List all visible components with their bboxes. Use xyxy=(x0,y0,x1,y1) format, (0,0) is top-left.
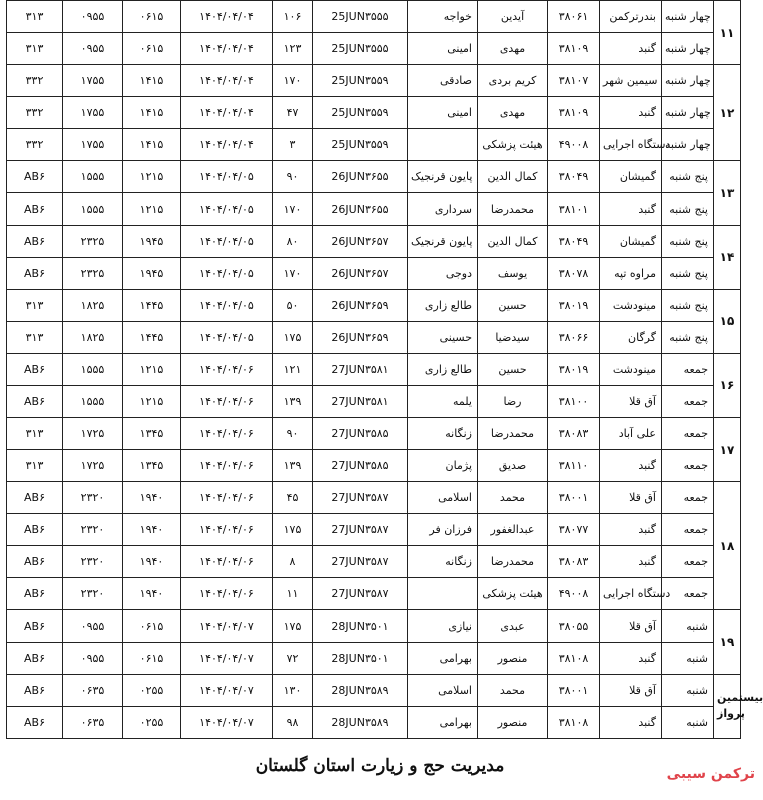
departure-time-cell: ۱۴۱۵ xyxy=(123,129,181,161)
city-cell: مراوه تپه xyxy=(600,257,662,289)
arrival-time-cell: ۱۸۲۵ xyxy=(63,321,123,353)
city-cell: گنبد xyxy=(600,193,662,225)
weekday-cell: جمعه xyxy=(662,353,714,385)
arrival-time-cell: ۲۳۲۰ xyxy=(63,482,123,514)
flight-number-cell: 27JUN۳۵۸۷ xyxy=(313,546,408,578)
departure-time-cell: ۱۹۴۰ xyxy=(123,514,181,546)
aircraft-cell: AB۶ xyxy=(7,578,63,610)
flight-schedule-table xyxy=(6,0,763,739)
flight-number-cell: 27JUN۳۵۸۷ xyxy=(313,514,408,546)
caravan-code-cell: ۴۹۰۰۸ xyxy=(548,129,600,161)
city-cell: گرگان xyxy=(600,321,662,353)
flight-number-cell: 27JUN۳۵۸۵ xyxy=(313,418,408,450)
first-name-cell: محمد xyxy=(478,674,548,706)
first-name-cell: محمدرضا xyxy=(478,418,548,450)
flight-number-cell: 26JUN۳۶۵۵ xyxy=(313,193,408,225)
departure-time-cell: ۱۳۴۵ xyxy=(123,450,181,482)
departure-time-cell: ۱۴۱۵ xyxy=(123,65,181,97)
departure-time-cell: ۰۶۱۵ xyxy=(123,610,181,642)
city-cell: مینودشت xyxy=(600,353,662,385)
count-cell: ۴۷ xyxy=(273,97,313,129)
table-body xyxy=(7,1,763,739)
weekday-cell: چهار شنبه xyxy=(662,65,714,97)
date-cell: ۱۴۰۴/۰۴/۰۷ xyxy=(181,642,273,674)
last-name-cell xyxy=(408,578,478,610)
date-cell: ۱۴۰۴/۰۴/۰۵ xyxy=(181,193,273,225)
last-name-cell: حسینی xyxy=(408,321,478,353)
date-cell: ۱۴۰۴/۰۴/۰۷ xyxy=(181,610,273,642)
arrival-time-cell: ۲۳۲۵ xyxy=(63,257,123,289)
first-name-cell: محمد xyxy=(478,482,548,514)
table-row xyxy=(7,289,741,321)
table-row xyxy=(7,225,741,257)
caravan-code-cell: ۳۸۱۰۱ xyxy=(548,193,600,225)
last-name-cell: پژمان xyxy=(408,450,478,482)
aircraft-cell: AB۶ xyxy=(7,546,63,578)
aircraft-cell: AB۶ xyxy=(7,642,63,674)
city-cell: آق قلا xyxy=(600,610,662,642)
aircraft-cell: AB۶ xyxy=(7,674,63,706)
flight-number-cell: 25JUN۳۵۵۹ xyxy=(313,65,408,97)
last-name-cell: فرزان فر xyxy=(408,514,478,546)
weekday-cell: پنج شنبه xyxy=(662,193,714,225)
city-cell: سیمین شهر xyxy=(600,65,662,97)
departure-time-cell: ۱۴۴۵ xyxy=(123,321,181,353)
arrival-time-cell: ۰۶۳۵ xyxy=(63,674,123,706)
last-name-cell: زنگانه xyxy=(408,418,478,450)
arrival-time-cell: ۰۹۵۵ xyxy=(63,642,123,674)
first-name-cell: حسین xyxy=(478,353,548,385)
flight-number-cell: 28JUN۳۵۰۱ xyxy=(313,642,408,674)
flight-number-cell: 28JUN۳۵۸۹ xyxy=(313,706,408,738)
flight-group-cell: ۱۷ xyxy=(714,418,741,482)
last-name-cell: یلمه xyxy=(408,385,478,417)
first-name-cell: محمدرضا xyxy=(478,193,548,225)
flight-number-cell: 25JUN۳۵۵۵ xyxy=(313,1,408,33)
first-name-cell: حسین xyxy=(478,289,548,321)
caravan-code-cell: ۳۸۱۰۹ xyxy=(548,33,600,65)
aircraft-cell: ۳۱۳ xyxy=(7,321,63,353)
departure-time-cell: ۱۲۱۵ xyxy=(123,385,181,417)
flight-number-cell: 25JUN۳۵۵۹ xyxy=(313,97,408,129)
table-row xyxy=(7,482,741,514)
date-cell: ۱۴۰۴/۰۴/۰۵ xyxy=(181,225,273,257)
arrival-time-cell: ۱۵۵۵ xyxy=(63,193,123,225)
arrival-time-cell: ۰۶۳۵ xyxy=(63,706,123,738)
count-cell: ۹۰ xyxy=(273,161,313,193)
caravan-code-cell: ۳۸۰۸۳ xyxy=(548,418,600,450)
date-cell: ۱۴۰۴/۰۴/۰۶ xyxy=(181,482,273,514)
aircraft-cell: AB۶ xyxy=(7,193,63,225)
date-cell: ۱۴۰۴/۰۴/۰۶ xyxy=(181,514,273,546)
caravan-code-cell: ۳۸۰۱۹ xyxy=(548,353,600,385)
count-cell: ۳ xyxy=(273,129,313,161)
first-name-cell: محمدرضا xyxy=(478,546,548,578)
caravan-code-cell: ۴۹۰۰۸ xyxy=(548,578,600,610)
arrival-time-cell: ۱۷۲۵ xyxy=(63,450,123,482)
flight-number-cell: 27JUN۳۵۸۷ xyxy=(313,578,408,610)
count-cell: ۱۷۵ xyxy=(273,321,313,353)
table-row xyxy=(7,33,741,65)
departure-time-cell: ۱۲۱۵ xyxy=(123,353,181,385)
flight-group-cell: ۱۵ xyxy=(714,289,741,353)
aircraft-cell: ۳۱۳ xyxy=(7,450,63,482)
count-cell: ۱۷۰ xyxy=(273,65,313,97)
last-name-cell: امینی xyxy=(408,97,478,129)
city-cell: آق قلا xyxy=(600,482,662,514)
first-name-cell: یوسف xyxy=(478,257,548,289)
arrival-time-cell: ۱۷۵۵ xyxy=(63,129,123,161)
flight-group-cell: ۱۸ xyxy=(714,482,741,610)
arrival-time-cell: ۱۷۵۵ xyxy=(63,97,123,129)
caravan-code-cell: ۳۸۰۶۶ xyxy=(548,321,600,353)
date-cell: ۱۴۰۴/۰۴/۰۶ xyxy=(181,418,273,450)
aircraft-cell: ۳۱۳ xyxy=(7,33,63,65)
city-cell: دستگاه اجرایی xyxy=(600,578,662,610)
caravan-code-cell: ۳۸۰۸۳ xyxy=(548,546,600,578)
weekday-cell: پنج شنبه xyxy=(662,225,714,257)
flight-group-cell: ۱۳ xyxy=(714,161,741,225)
first-name-cell: هیئت پزشکی xyxy=(478,578,548,610)
table-row xyxy=(7,97,741,129)
count-cell: ۱۳۹ xyxy=(273,450,313,482)
footer-title: مدیریت حج و زیارت استان گلستان xyxy=(255,756,505,776)
first-name-cell: منصور xyxy=(478,642,548,674)
flight-number-cell: 26JUN۳۶۵۹ xyxy=(313,321,408,353)
caravan-code-cell: ۳۸۰۴۹ xyxy=(548,225,600,257)
count-cell: ۸ xyxy=(273,546,313,578)
flight-number-cell: 26JUN۳۶۵۹ xyxy=(313,289,408,321)
weekday-cell: چهار شنبه xyxy=(662,1,714,33)
aircraft-cell: AB۶ xyxy=(7,225,63,257)
caravan-code-cell: ۳۸۰۰۱ xyxy=(548,482,600,514)
count-cell: ۹۰ xyxy=(273,418,313,450)
flight-number-cell: 25JUN۳۵۵۵ xyxy=(313,33,408,65)
weekday-cell: شنبه xyxy=(662,642,714,674)
city-cell: گمیشان xyxy=(600,225,662,257)
caravan-code-cell: ۳۸۰۶۱ xyxy=(548,1,600,33)
flight-group-cell: ۱۱ xyxy=(714,1,741,65)
city-cell: بندرترکمن xyxy=(600,1,662,33)
caravan-code-cell: ۳۸۰۷۸ xyxy=(548,257,600,289)
caravan-code-cell: ۳۸۱۰۸ xyxy=(548,706,600,738)
weekday-cell: چهار شنبه xyxy=(662,33,714,65)
caravan-code-cell: ۳۸۱۰۰ xyxy=(548,385,600,417)
date-cell: ۱۴۰۴/۰۴/۰۵ xyxy=(181,321,273,353)
weekday-cell: چهار شنبه xyxy=(662,97,714,129)
table-row xyxy=(7,642,741,674)
date-cell: ۱۴۰۴/۰۴/۰۶ xyxy=(181,353,273,385)
caravan-code-cell: ۳۸۰۴۹ xyxy=(548,161,600,193)
caravan-code-cell: ۳۸۱۰۷ xyxy=(548,65,600,97)
date-cell: ۱۴۰۴/۰۴/۰۵ xyxy=(181,257,273,289)
weekday-cell: پنج شنبه xyxy=(662,321,714,353)
date-cell: ۱۴۰۴/۰۴/۰۶ xyxy=(181,578,273,610)
flight-number-cell: 27JUN۳۵۸۷ xyxy=(313,482,408,514)
flight-group-cell: بیستمین پرواز xyxy=(714,674,741,738)
city-cell: آق قلا xyxy=(600,385,662,417)
departure-time-cell: ۱۴۱۵ xyxy=(123,97,181,129)
weekday-cell: جمعه xyxy=(662,514,714,546)
table-row xyxy=(7,546,741,578)
first-name-cell: مهدی xyxy=(478,33,548,65)
first-name-cell: آیدین xyxy=(478,1,548,33)
departure-time-cell: ۰۲۵۵ xyxy=(123,674,181,706)
city-cell: آق قلا xyxy=(600,674,662,706)
arrival-time-cell: ۲۳۲۰ xyxy=(63,546,123,578)
city-cell: گنبد xyxy=(600,642,662,674)
arrival-time-cell: ۱۵۵۵ xyxy=(63,161,123,193)
aircraft-cell: AB۶ xyxy=(7,161,63,193)
count-cell: ۱۳۰ xyxy=(273,674,313,706)
aircraft-cell: ۳۳۲ xyxy=(7,97,63,129)
caravan-code-cell: ۳۸۰۷۷ xyxy=(548,514,600,546)
departure-time-cell: ۱۹۴۰ xyxy=(123,482,181,514)
table-row xyxy=(7,129,741,161)
departure-time-cell: ۰۶۱۵ xyxy=(123,1,181,33)
aircraft-cell: AB۶ xyxy=(7,706,63,738)
flight-number-cell: 28JUN۳۵۰۱ xyxy=(313,610,408,642)
date-cell: ۱۴۰۴/۰۴/۰۵ xyxy=(181,289,273,321)
first-name-cell: عبدی xyxy=(478,610,548,642)
table-row xyxy=(7,385,741,417)
first-name-cell: هیئت پزشکی xyxy=(478,129,548,161)
table-row xyxy=(7,706,741,738)
table-row xyxy=(7,674,741,706)
first-name-cell: منصور xyxy=(478,706,548,738)
date-cell: ۱۴۰۴/۰۴/۰۷ xyxy=(181,674,273,706)
last-name-cell: بهرامی xyxy=(408,642,478,674)
weekday-cell: چهار شنبه xyxy=(662,129,714,161)
aircraft-cell: AB۶ xyxy=(7,257,63,289)
table-row xyxy=(7,450,741,482)
first-name-cell: عبدالغفور xyxy=(478,514,548,546)
table-row xyxy=(7,65,741,97)
city-cell: علی آباد xyxy=(600,418,662,450)
arrival-time-cell: ۰۹۵۵ xyxy=(63,610,123,642)
aircraft-cell: ۳۳۲ xyxy=(7,65,63,97)
table-row xyxy=(7,353,741,385)
count-cell: ۱۱ xyxy=(273,578,313,610)
departure-time-cell: ۱۲۱۵ xyxy=(123,161,181,193)
table-row xyxy=(7,161,741,193)
city-cell: دستگاه اجرایی xyxy=(600,129,662,161)
last-name-cell: نیازی xyxy=(408,610,478,642)
count-cell: ۸۰ xyxy=(273,225,313,257)
table-row xyxy=(7,193,741,225)
weekday-cell: جمعه xyxy=(662,546,714,578)
city-cell: گنبد xyxy=(600,33,662,65)
flight-group-cell: ۱۶ xyxy=(714,353,741,417)
date-cell: ۱۴۰۴/۰۴/۰۶ xyxy=(181,450,273,482)
caravan-code-cell: ۳۸۰۰۱ xyxy=(548,674,600,706)
departure-time-cell: ۱۲۱۵ xyxy=(123,193,181,225)
caravan-code-cell: ۳۸۱۰۸ xyxy=(548,642,600,674)
table-row xyxy=(7,578,741,610)
last-name-cell: امینی xyxy=(408,33,478,65)
departure-time-cell: ۱۳۴۵ xyxy=(123,418,181,450)
count-cell: ۱۰۶ xyxy=(273,1,313,33)
aircraft-cell: ۳۳۲ xyxy=(7,129,63,161)
arrival-time-cell: ۰۹۵۵ xyxy=(63,33,123,65)
date-cell: ۱۴۰۴/۰۴/۰۴ xyxy=(181,97,273,129)
last-name-cell: پایون قرنجیک xyxy=(408,161,478,193)
count-cell: ۱۳۹ xyxy=(273,385,313,417)
flight-number-cell: 26JUN۳۶۵۷ xyxy=(313,225,408,257)
city-cell: گنبد xyxy=(600,514,662,546)
last-name-cell: زنگانه xyxy=(408,546,478,578)
departure-time-cell: ۰۲۵۵ xyxy=(123,706,181,738)
aircraft-cell: AB۶ xyxy=(7,514,63,546)
weekday-cell: جمعه xyxy=(662,482,714,514)
weekday-cell: پنج شنبه xyxy=(662,257,714,289)
aircraft-cell: AB۶ xyxy=(7,610,63,642)
aircraft-cell: AB۶ xyxy=(7,482,63,514)
weekday-cell: جمعه xyxy=(662,385,714,417)
arrival-time-cell: ۲۳۲۰ xyxy=(63,578,123,610)
last-name-cell: طالع زاری xyxy=(408,289,478,321)
flight-number-cell: 26JUN۳۶۵۵ xyxy=(313,161,408,193)
last-name-cell: خواجه xyxy=(408,1,478,33)
arrival-time-cell: ۱۵۵۵ xyxy=(63,385,123,417)
city-cell: مینودشت xyxy=(600,289,662,321)
date-cell: ۱۴۰۴/۰۴/۰۶ xyxy=(181,385,273,417)
count-cell: ۱۲۱ xyxy=(273,353,313,385)
count-cell: ۱۷۵ xyxy=(273,514,313,546)
date-cell: ۱۴۰۴/۰۴/۰۵ xyxy=(181,161,273,193)
departure-time-cell: ۱۹۴۵ xyxy=(123,257,181,289)
departure-time-cell: ۱۹۴۰ xyxy=(123,546,181,578)
count-cell: ۱۷۰ xyxy=(273,193,313,225)
table-row xyxy=(7,321,741,353)
last-name-cell: بهرامی xyxy=(408,706,478,738)
first-name-cell: کمال الدین xyxy=(478,225,548,257)
first-name-cell: سیدضیا xyxy=(478,321,548,353)
flight-group-cell: ۱۲ xyxy=(714,65,741,161)
date-cell: ۱۴۰۴/۰۴/۰۴ xyxy=(181,65,273,97)
arrival-time-cell: ۲۳۲۰ xyxy=(63,514,123,546)
city-cell: گنبد xyxy=(600,706,662,738)
flight-number-cell: 26JUN۳۶۵۷ xyxy=(313,257,408,289)
flight-number-cell: 27JUN۳۵۸۱ xyxy=(313,385,408,417)
table-row xyxy=(7,514,741,546)
flight-number-cell: 27JUN۳۵۸۵ xyxy=(313,450,408,482)
aircraft-cell: AB۶ xyxy=(7,353,63,385)
count-cell: ۷۲ xyxy=(273,642,313,674)
flight-group-cell: ۱۹ xyxy=(714,610,741,674)
table-row xyxy=(7,257,741,289)
first-name-cell: کریم بردی xyxy=(478,65,548,97)
arrival-time-cell: ۱۷۲۵ xyxy=(63,418,123,450)
weekday-cell: جمعه xyxy=(662,450,714,482)
caravan-code-cell: ۳۸۰۵۵ xyxy=(548,610,600,642)
departure-time-cell: ۱۹۴۰ xyxy=(123,578,181,610)
first-name-cell: مهدی xyxy=(478,97,548,129)
weekday-cell: شنبه xyxy=(662,610,714,642)
departure-time-cell: ۰۶۱۵ xyxy=(123,642,181,674)
table-row xyxy=(7,1,741,33)
city-cell: گنبد xyxy=(600,450,662,482)
city-cell: گمیشان xyxy=(600,161,662,193)
last-name-cell: سرداری xyxy=(408,193,478,225)
first-name-cell: رضا xyxy=(478,385,548,417)
date-cell: ۱۴۰۴/۰۴/۰۴ xyxy=(181,129,273,161)
departure-time-cell: ۰۶۱۵ xyxy=(123,33,181,65)
caravan-code-cell: ۳۸۰۱۹ xyxy=(548,289,600,321)
weekday-cell: شنبه xyxy=(662,674,714,706)
aircraft-cell: ۳۱۳ xyxy=(7,1,63,33)
last-name-cell: دوجی xyxy=(408,257,478,289)
caravan-code-cell: ۳۸۱۰۹ xyxy=(548,97,600,129)
weekday-cell: جمعه xyxy=(662,418,714,450)
last-name-cell xyxy=(408,129,478,161)
table-row xyxy=(7,418,741,450)
aircraft-cell: ۳۱۳ xyxy=(7,418,63,450)
count-cell: ۱۷۰ xyxy=(273,257,313,289)
weekday-cell: پنج شنبه xyxy=(662,161,714,193)
departure-time-cell: ۱۹۴۵ xyxy=(123,225,181,257)
date-cell: ۱۴۰۴/۰۴/۰۴ xyxy=(181,33,273,65)
count-cell: ۹۸ xyxy=(273,706,313,738)
date-cell: ۱۴۰۴/۰۴/۰۷ xyxy=(181,706,273,738)
arrival-time-cell: ۱۷۵۵ xyxy=(63,65,123,97)
first-name-cell: کمال الدین xyxy=(478,161,548,193)
last-name-cell: اسلامی xyxy=(408,482,478,514)
weekday-cell: پنج شنبه xyxy=(662,289,714,321)
count-cell: ۱۷۵ xyxy=(273,610,313,642)
weekday-cell: شنبه xyxy=(662,706,714,738)
date-cell: ۱۴۰۴/۰۴/۰۴ xyxy=(181,1,273,33)
date-cell: ۱۴۰۴/۰۴/۰۶ xyxy=(181,546,273,578)
caravan-code-cell: ۳۸۱۱۰ xyxy=(548,450,600,482)
flight-number-cell: 27JUN۳۵۸۱ xyxy=(313,353,408,385)
city-cell: گنبد xyxy=(600,97,662,129)
arrival-time-cell: ۲۳۲۵ xyxy=(63,225,123,257)
arrival-time-cell: ۱۵۵۵ xyxy=(63,353,123,385)
aircraft-cell: AB۶ xyxy=(7,385,63,417)
last-name-cell: صادقی xyxy=(408,65,478,97)
count-cell: ۴۵ xyxy=(273,482,313,514)
count-cell: ۱۲۳ xyxy=(273,33,313,65)
last-name-cell: طالع زاری xyxy=(408,353,478,385)
arrival-time-cell: ۰۹۵۵ xyxy=(63,1,123,33)
table-row xyxy=(7,610,741,642)
watermark-logo: ترکمن سیبی xyxy=(666,766,755,782)
last-name-cell: اسلامی xyxy=(408,674,478,706)
departure-time-cell: ۱۴۴۵ xyxy=(123,289,181,321)
aircraft-cell: ۳۱۳ xyxy=(7,289,63,321)
count-cell: ۵۰ xyxy=(273,289,313,321)
arrival-time-cell: ۱۸۲۵ xyxy=(63,289,123,321)
last-name-cell: پایون قرنجیک xyxy=(408,225,478,257)
flight-number-cell: 25JUN۳۵۵۹ xyxy=(313,129,408,161)
city-cell: گنبد xyxy=(600,546,662,578)
first-name-cell: صدیق xyxy=(478,450,548,482)
weekday-cell: جمعه xyxy=(662,578,714,610)
flight-number-cell: 28JUN۳۵۸۹ xyxy=(313,674,408,706)
flight-group-cell: ۱۴ xyxy=(714,225,741,289)
